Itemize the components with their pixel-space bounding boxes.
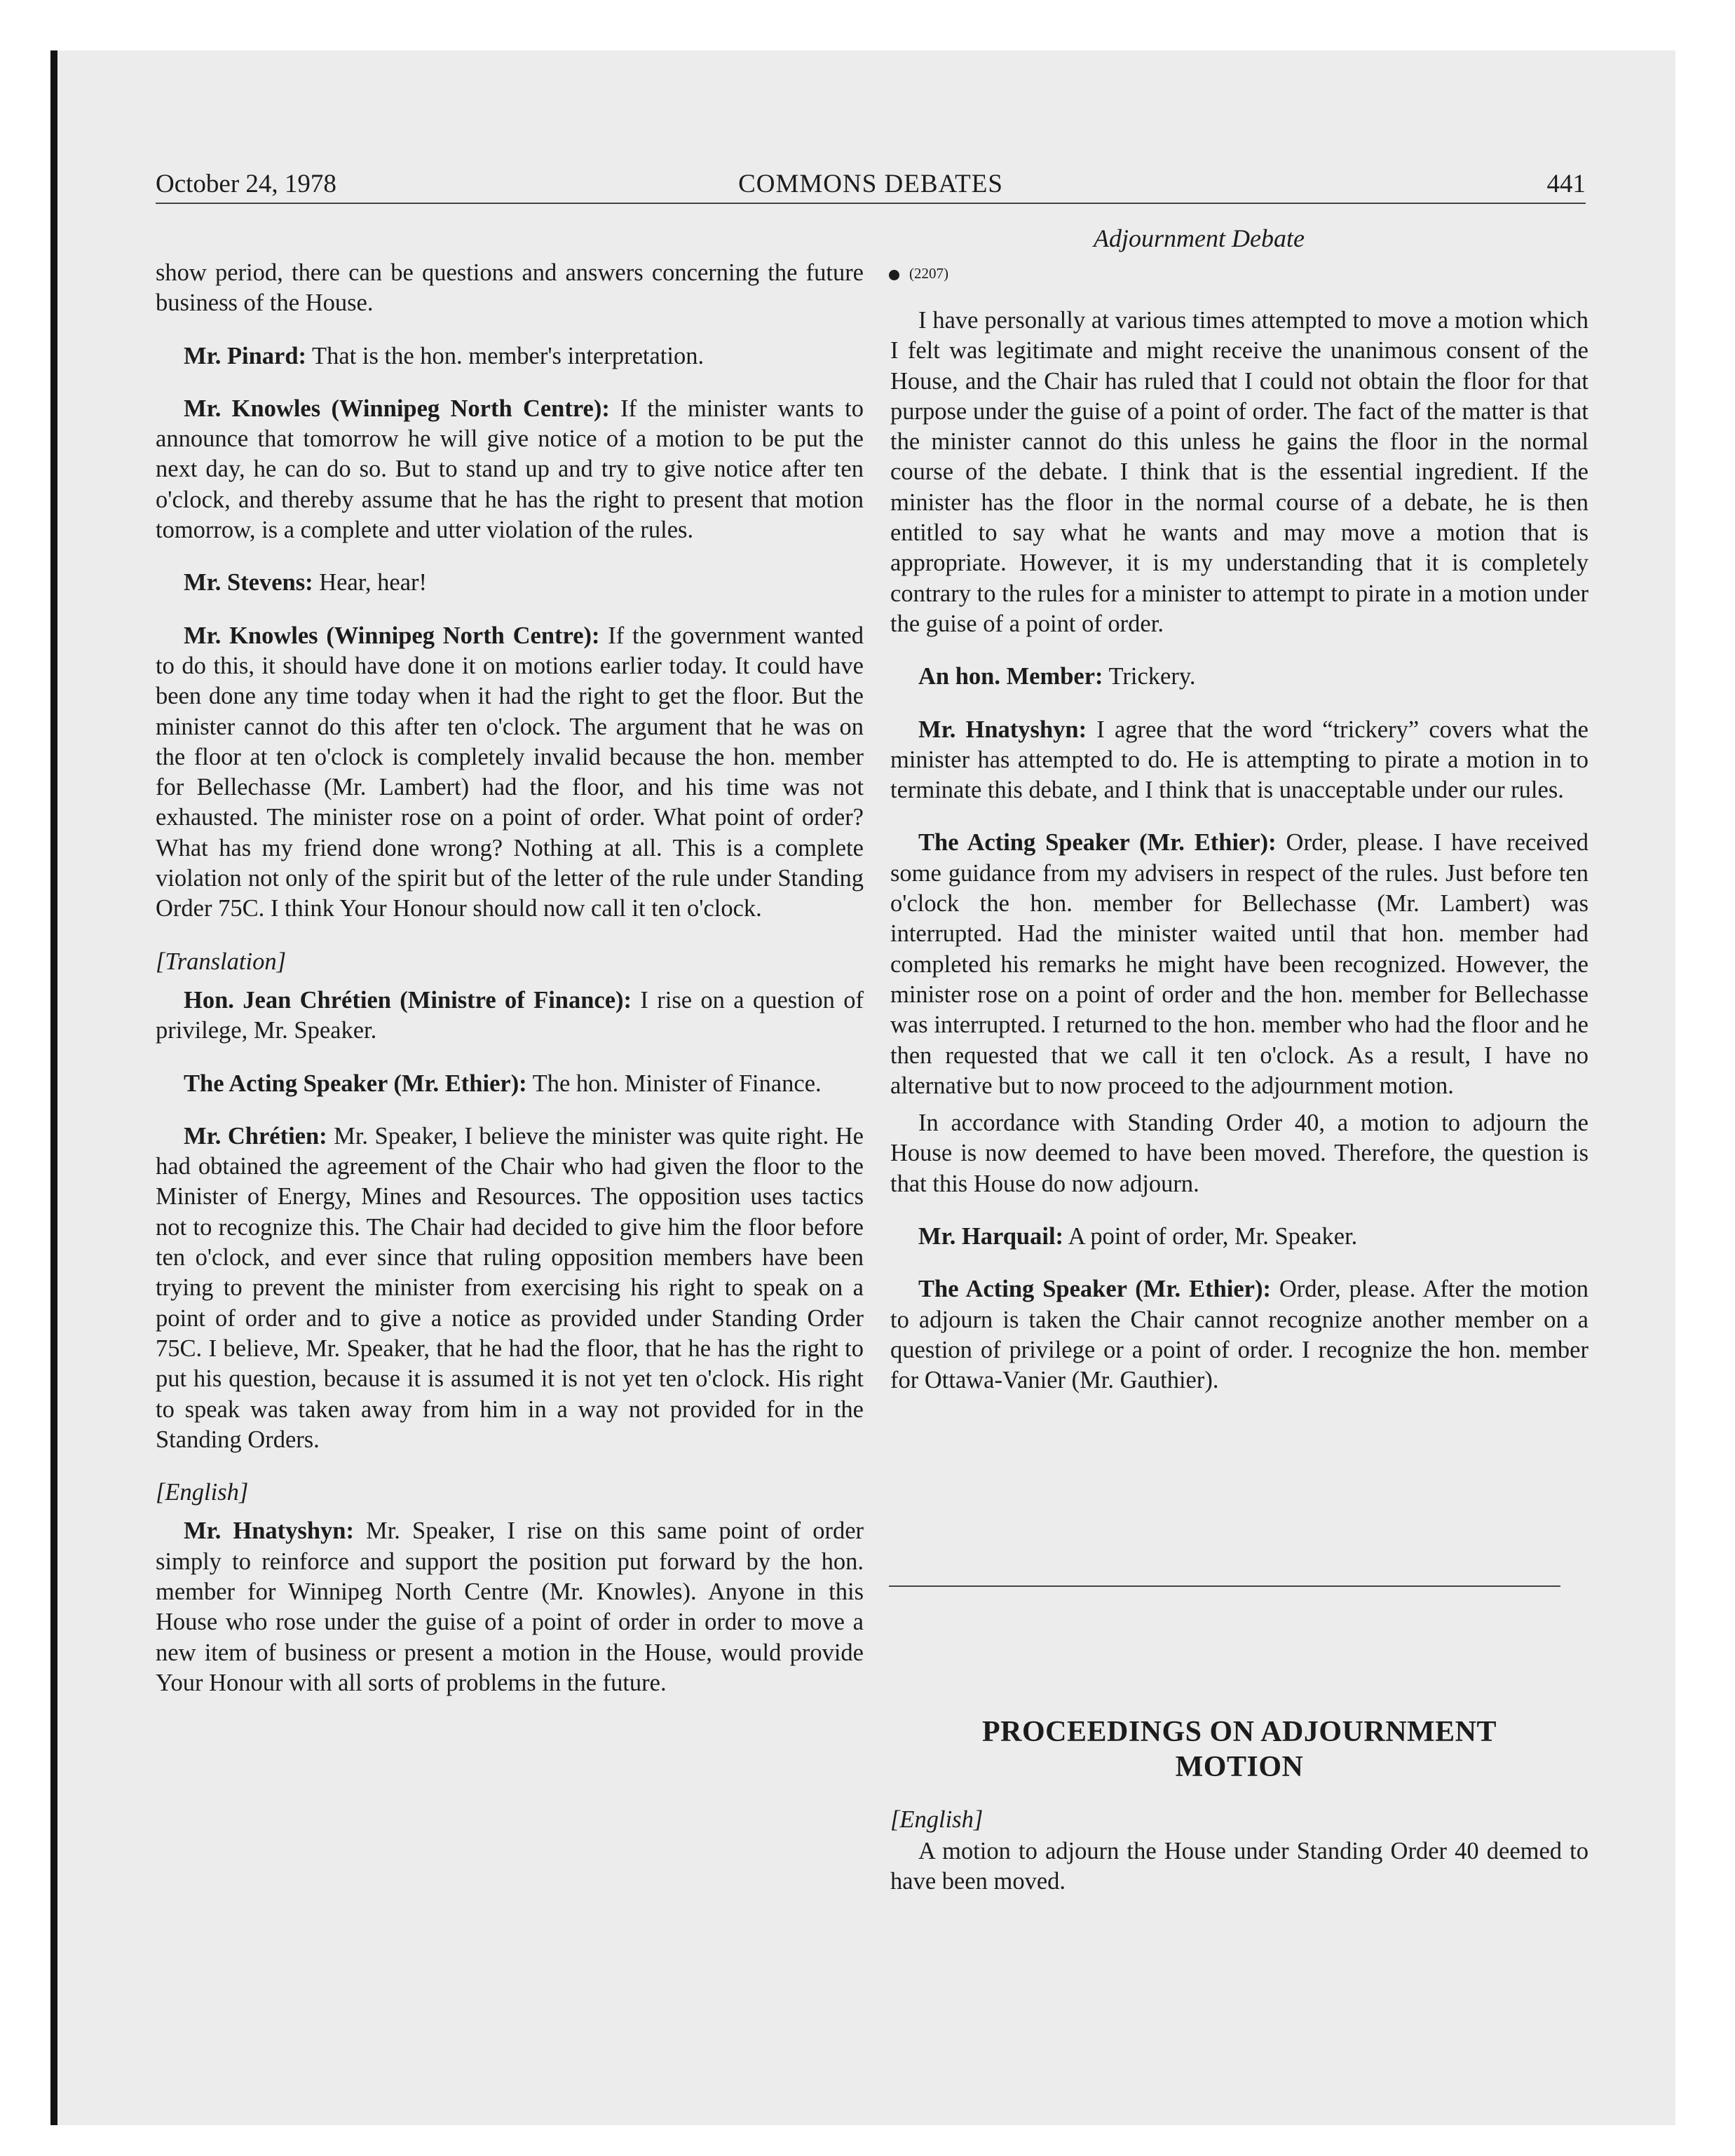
- speaker-name: Mr. Stevens:: [184, 569, 313, 596]
- paragraph: In accordance with Standing Order 40, a motion to adjourn the House is now deemed to have been moved. Therefore, the question is that this House do now adjourn.: [890, 1110, 1588, 1197]
- speech-text: If the minister wants to announce that tomorrow he will give notice of a motion to be put the next day, he can do so. But to stand up and try to give notice after ten o'clock, and thereby assume that he has the right to present that motion tomorrow, is a complete and utter violation of the rules.: [156, 395, 864, 544]
- speech-text: Mr. Speaker, I rise on this same point of order simply to reinforce and support the position put forward by the hon. member for Winnipeg North Centre (Mr. Knowles). Anyone in this House who rose under the guise of a point of order in order to move a new item of business or present a motion in the House, would provide Your Honour with all sorts of problems in the future.: [156, 1517, 864, 1696]
- speaker-name: The Acting Speaker (Mr. Ethier):: [184, 1070, 527, 1097]
- speaker-name: An hon. Member:: [918, 663, 1103, 690]
- proceedings-heading: [890, 1714, 1588, 1785]
- speech-text: Mr. Speaker, I believe the minister was quite right. He had obtained the agreement of the Chair who had given the floor to the Minister of Energy, Mines and Resources. The opposition uses tactics not to recognize this. The Chair had decided to give him the floor before ten o'clock, and ever since that ruling opposition members have been trying to prevent the minister from exercising his right to speak on a point of order and to give a notice as provided under Standing Order 75C. I believe, Mr. Speaker, that he had the floor, that he has the right to put his question, because it is assumed it is not yet ten o'clock. His right to speak was taken away from him in a way not provided for in the Standing Orders.: [156, 1122, 864, 1453]
- paragraph: [156, 621, 864, 925]
- paragraph: [890, 715, 1588, 806]
- speech-text: If the government wanted to do this, it should have done it on motions earlier today. It could have been done any time today when it had the right to get the floor. But the minister cannot do this after ten o'clock. The argument that he was on the floor at ten o'clock is completely invalid because the hon. member for Bellechasse (Mr. Lambert) had the floor, and his time was not exhausted. The minister rose on a point of order. What point of order? What has my friend done wrong? Nothing at all. This is a complete violation not only of the spirit but of the letter of the rule under Standing Order 75C. I think Your Honour should now call it ten o'clock.: [156, 622, 864, 922]
- paragraph: [890, 1222, 1588, 1252]
- speaker-name: Mr. Hnatyshyn:: [918, 716, 1087, 743]
- paragraph: [156, 1516, 864, 1698]
- speech-text: Trickery.: [1103, 663, 1196, 690]
- timestamp-marker: [889, 259, 948, 287]
- header-title: COMMONS DEBATES: [738, 170, 1003, 198]
- speaker-name: Mr. Knowles (Winnipeg North Centre):: [184, 622, 600, 649]
- paragraph: I have personally at various times attempted to move a motion which I felt was legitimate and might receive the unanimous consent of the House, and the Chair has ruled that I could not obtain the floor for that purpose under the guise of a point of order. The fact of the matter is that the minister cannot do this unless he gains the floor in the normal course of the debate. I think that is the essential ingredient. If the minister has the floor in the normal course of a debate, he is then entitled to say what he wants and may move a motion that is appropriate. However, it is my understanding that it is completely contrary to the rules for a minister to attempt to pirate in a motion under the guise of a point of order.: [890, 307, 1588, 637]
- paragraph: [156, 1121, 864, 1455]
- speech-text: That is the hon. member's interpretation.: [306, 342, 705, 369]
- paragraph: show period, there can be questions and answers concerning the future business of the House.: [156, 259, 864, 317]
- speaker-name: Mr. Chrétien:: [184, 1122, 327, 1149]
- page-header: [156, 167, 1586, 202]
- heading-line: PROCEEDINGS ON ADJOURNMENT: [981, 1716, 1497, 1748]
- scan-edge: [50, 50, 57, 2125]
- paragraph: [156, 394, 864, 545]
- speech-text: I rise on a question of privilege, Mr. Speaker.: [156, 986, 864, 1044]
- section-divider: [889, 1585, 1560, 1587]
- bullet-icon: [889, 270, 899, 280]
- speech-text: The hon. Minister of Finance.: [526, 1070, 822, 1097]
- speech-text: Order, please. I have received some guidance from my advisers in respect of the rules. Just before ten o'clock the hon. member for Bellechasse (Mr. Lambert) was interrupted. Had the minister waited until that hon. member had completed his remarks he might have been recognized. However, the minister rose on a point of order and the hon. member for Bellechasse was interrupted. I returned to the hon. member who had the floor and he then requested that we call it ten o'clock. As a result, I have no alternative but to now proceed to the adjournment motion.: [890, 829, 1589, 1099]
- motion-paragraph: A motion to adjourn the House under Standing Order 40 deemed to have been moved.: [890, 1838, 1588, 1895]
- speech-text: A point of order, Mr. Speaker.: [1063, 1223, 1358, 1250]
- paragraph: [156, 341, 864, 371]
- speech-text: Order, please. After the motion to adjourn is taken the Chair cannot recognize another member on a question of privilege or a point of order. I recognize the hon. member for Ottawa-Vanier (Mr. Gauthier).: [890, 1276, 1588, 1394]
- speaker-name: The Acting Speaker (Mr. Ethier):: [918, 829, 1277, 857]
- header-date: October 24, 1978: [156, 170, 336, 198]
- english-label: [English]: [156, 1479, 249, 1506]
- speaker-name: Mr. Pinard:: [184, 342, 307, 369]
- section-label: Adjournment Debate: [1094, 224, 1305, 252]
- paragraph: [890, 828, 1588, 1101]
- timestamp-text: (2207): [909, 265, 948, 282]
- translation-label: [Translation]: [156, 948, 286, 975]
- speaker-name: Mr. Knowles (Winnipeg North Centre):: [184, 395, 610, 422]
- left-column: [156, 258, 864, 1721]
- paragraph: [156, 985, 864, 1046]
- header-rule: [156, 203, 1586, 204]
- speaker-name: Mr. Hnatyshyn:: [184, 1517, 354, 1545]
- speaker-name: Mr. Harquail:: [918, 1223, 1064, 1250]
- paragraph: [890, 662, 1588, 692]
- right-column: [890, 306, 1588, 1419]
- paragraph: [156, 1069, 864, 1099]
- paragraph: [890, 1274, 1588, 1396]
- speaker-name: The Acting Speaker (Mr. Ethier):: [918, 1276, 1271, 1303]
- speaker-name: Hon. Jean Chrétien (Ministre of Finance):: [184, 986, 632, 1014]
- paragraph: [156, 568, 864, 598]
- speech-text: I agree that the word “trickery” covers what the minister has attempted to do. He is attempting to pirate a motion in to terminate this debate, and I think that is unacceptable under our rules.: [890, 716, 1588, 804]
- page-number: 441: [1546, 170, 1586, 198]
- heading-line: MOTION: [1175, 1751, 1304, 1783]
- speech-text: Hear, hear!: [313, 569, 428, 596]
- english-label: [English]: [890, 1806, 984, 1833]
